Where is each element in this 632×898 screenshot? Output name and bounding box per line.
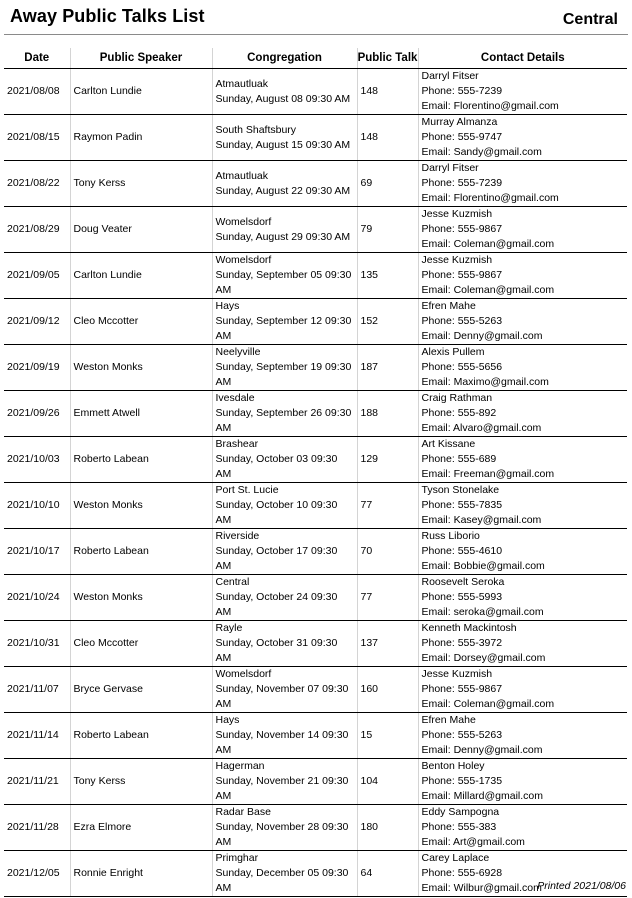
row-congregation bbox=[212, 851, 357, 897]
row-speaker: Carlton Lundie bbox=[70, 253, 212, 299]
printed-date: Printed 2021/08/06 bbox=[537, 880, 626, 892]
contact-name: Art Kissane bbox=[421, 438, 476, 450]
contact-phone: Phone: 555-6928 bbox=[421, 867, 503, 879]
row-date: 2021/10/24 bbox=[4, 575, 70, 621]
table-row bbox=[4, 391, 627, 437]
meeting-time: Sunday, November 28 09:30 AM bbox=[215, 821, 349, 848]
meeting-time: Sunday, September 26 09:30 AM bbox=[215, 407, 352, 434]
row-contact bbox=[418, 391, 627, 437]
column-header-congregation: Congregation bbox=[212, 48, 357, 69]
row-congregation bbox=[212, 115, 357, 161]
congregation-name: Central bbox=[215, 576, 250, 588]
row-talk-number: 69 bbox=[357, 161, 418, 207]
row-congregation bbox=[212, 69, 357, 115]
meeting-time: Sunday, October 10 09:30 AM bbox=[215, 499, 338, 526]
home-congregation: Central bbox=[562, 11, 618, 28]
congregation-name: Riverside bbox=[215, 530, 260, 542]
contact-email: Email: Sandy@gmail.com bbox=[421, 146, 542, 158]
contact-name: Eddy Sampogna bbox=[421, 806, 500, 818]
contact-email: Email: Maximo@gmail.com bbox=[421, 376, 549, 388]
congregation-name: Primghar bbox=[215, 852, 259, 864]
meeting-time: Sunday, November 21 09:30 AM bbox=[215, 775, 349, 802]
row-talk-number: 129 bbox=[357, 437, 418, 483]
row-congregation bbox=[212, 391, 357, 437]
meeting-time: Sunday, September 19 09:30 AM bbox=[215, 361, 352, 388]
meeting-time: Sunday, November 07 09:30 AM bbox=[215, 683, 349, 710]
table-row bbox=[4, 851, 627, 897]
row-talk-number: 15 bbox=[357, 713, 418, 759]
table-row bbox=[4, 69, 627, 115]
table-row bbox=[4, 207, 627, 253]
congregation-name: Hays bbox=[215, 300, 240, 312]
contact-phone: Phone: 555-9747 bbox=[421, 131, 503, 143]
row-speaker: Weston Monks bbox=[70, 345, 212, 391]
meeting-time: Sunday, September 05 09:30 AM bbox=[215, 269, 352, 296]
report-title: Away Public Talks List bbox=[10, 6, 205, 26]
row-date: 2021/09/12 bbox=[4, 299, 70, 345]
row-congregation bbox=[212, 299, 357, 345]
contact-email: Email: Coleman@gmail.com bbox=[421, 284, 555, 296]
row-contact bbox=[418, 345, 627, 391]
table-row bbox=[4, 575, 627, 621]
contact-name: Russ Liborio bbox=[421, 530, 480, 542]
table-row bbox=[4, 667, 627, 713]
row-contact bbox=[418, 575, 627, 621]
table-row bbox=[4, 345, 627, 391]
row-talk-number: 104 bbox=[357, 759, 418, 805]
row-speaker: Ezra Elmore bbox=[70, 805, 212, 851]
row-speaker: Weston Monks bbox=[70, 575, 212, 621]
row-talk-number: 77 bbox=[357, 483, 418, 529]
contact-email: Email: Millard@gmail.com bbox=[421, 790, 544, 802]
row-speaker: Roberto Labean bbox=[70, 713, 212, 759]
congregation-name: Atmautluak bbox=[215, 77, 269, 90]
row-congregation bbox=[212, 805, 357, 851]
row-talk-number: 70 bbox=[357, 529, 418, 575]
row-date: 2021/10/17 bbox=[4, 529, 70, 575]
contact-name: Alexis Pullem bbox=[421, 346, 485, 358]
row-congregation bbox=[212, 253, 357, 299]
contact-email: Email: Coleman@gmail.com bbox=[421, 698, 555, 710]
contact-email: Email: Wilbur@gmail.com bbox=[421, 882, 542, 894]
row-speaker: Doug Veater bbox=[70, 207, 212, 253]
contact-phone: Phone: 555-9867 bbox=[421, 223, 503, 235]
meeting-time: Sunday, August 22 09:30 AM bbox=[215, 184, 351, 197]
contact-name: Jesse Kuzmish bbox=[421, 254, 493, 266]
row-speaker: Roberto Labean bbox=[70, 437, 212, 483]
contact-name: Carey Laplace bbox=[421, 852, 490, 864]
congregation-name: Womelsdorf bbox=[215, 668, 272, 680]
contact-name: Roosevelt Seroka bbox=[421, 576, 505, 588]
talks-table bbox=[4, 48, 627, 897]
row-talk-number: 77 bbox=[357, 575, 418, 621]
row-contact bbox=[418, 759, 627, 805]
table-body bbox=[4, 69, 627, 897]
contact-name: Jesse Kuzmish bbox=[421, 668, 493, 680]
contact-email: Email: seroka@gmail.com bbox=[421, 606, 544, 618]
row-congregation bbox=[212, 437, 357, 483]
row-contact bbox=[418, 253, 627, 299]
row-date: 2021/12/05 bbox=[4, 851, 70, 897]
row-speaker: Bryce Gervase bbox=[70, 667, 212, 713]
congregation-name: Womelsdorf bbox=[215, 254, 272, 266]
row-talk-number: 148 bbox=[357, 69, 418, 115]
row-speaker: Emmett Atwell bbox=[70, 391, 212, 437]
row-date: 2021/10/03 bbox=[4, 437, 70, 483]
row-date: 2021/09/26 bbox=[4, 391, 70, 437]
row-talk-number: 79 bbox=[357, 207, 418, 253]
meeting-time: Sunday, October 24 09:30 AM bbox=[215, 591, 338, 618]
table-row bbox=[4, 437, 627, 483]
contact-name: Craig Rathman bbox=[421, 392, 493, 404]
row-talk-number: 188 bbox=[357, 391, 418, 437]
row-contact bbox=[418, 621, 627, 667]
congregation-name: Atmautluak bbox=[215, 169, 269, 182]
contact-email: Email: Florentino@gmail.com bbox=[421, 100, 559, 112]
meeting-time: Sunday, November 14 09:30 AM bbox=[215, 729, 349, 756]
table-row bbox=[4, 713, 627, 759]
row-contact bbox=[418, 483, 627, 529]
row-talk-number: 160 bbox=[357, 667, 418, 713]
contact-email: Email: Denny@gmail.com bbox=[421, 744, 543, 756]
row-contact bbox=[418, 805, 627, 851]
contact-name: Efren Mahe bbox=[421, 300, 476, 312]
contact-name: Darryl Fitser bbox=[421, 162, 479, 174]
contact-name: Tyson Stonelake bbox=[421, 484, 500, 496]
row-date: 2021/08/29 bbox=[4, 207, 70, 253]
table-row bbox=[4, 529, 627, 575]
congregation-name: Hagerman bbox=[215, 760, 265, 772]
table-row bbox=[4, 115, 627, 161]
congregation-name: Rayle bbox=[215, 622, 243, 634]
meeting-time: Sunday, October 17 09:30 AM bbox=[215, 545, 338, 572]
contact-name: Darryl Fitser bbox=[421, 70, 479, 82]
column-header-date: Date bbox=[4, 48, 70, 69]
row-congregation bbox=[212, 667, 357, 713]
row-date: 2021/09/05 bbox=[4, 253, 70, 299]
row-date: 2021/11/07 bbox=[4, 667, 70, 713]
row-contact bbox=[418, 529, 627, 575]
meeting-time: Sunday, August 08 09:30 AM bbox=[215, 92, 351, 105]
congregation-name: Brashear bbox=[215, 438, 259, 450]
row-congregation bbox=[212, 483, 357, 529]
contact-phone: Phone: 555-9867 bbox=[421, 269, 503, 281]
contact-phone: Phone: 555-1735 bbox=[421, 775, 503, 787]
row-contact bbox=[418, 667, 627, 713]
row-contact bbox=[418, 207, 627, 253]
congregation-name: Radar Base bbox=[215, 806, 271, 818]
row-congregation bbox=[212, 161, 357, 207]
row-date: 2021/11/21 bbox=[4, 759, 70, 805]
table-row bbox=[4, 621, 627, 667]
contact-email: Email: Art@gmail.com bbox=[421, 836, 525, 848]
row-contact bbox=[418, 115, 627, 161]
row-date: 2021/09/19 bbox=[4, 345, 70, 391]
row-date: 2021/11/14 bbox=[4, 713, 70, 759]
contact-phone: Phone: 555-7239 bbox=[421, 85, 503, 97]
contact-email: Email: Coleman@gmail.com bbox=[421, 238, 555, 250]
row-talk-number: 187 bbox=[357, 345, 418, 391]
row-contact bbox=[418, 161, 627, 207]
row-talk-number: 64 bbox=[357, 851, 418, 897]
table-header-row bbox=[4, 48, 627, 69]
meeting-time: Sunday, October 03 09:30 AM bbox=[215, 453, 338, 480]
contact-phone: Phone: 555-3972 bbox=[421, 637, 503, 649]
congregation-name: Neelyville bbox=[215, 346, 261, 358]
row-speaker: Carlton Lundie bbox=[70, 69, 212, 115]
congregation-name: Ivesdale bbox=[215, 392, 255, 404]
row-date: 2021/08/15 bbox=[4, 115, 70, 161]
table-row bbox=[4, 805, 627, 851]
column-header-speaker: Public Speaker bbox=[70, 48, 212, 69]
row-speaker: Cleo Mccotter bbox=[70, 299, 212, 345]
contact-phone: Phone: 555-5993 bbox=[421, 591, 503, 603]
row-congregation bbox=[212, 345, 357, 391]
contact-phone: Phone: 555-7835 bbox=[421, 499, 503, 511]
contact-phone: Phone: 555-892 bbox=[421, 407, 497, 419]
row-speaker: Roberto Labean bbox=[70, 529, 212, 575]
meeting-time: Sunday, August 15 09:30 AM bbox=[215, 138, 351, 151]
table-row bbox=[4, 253, 627, 299]
meeting-time: Sunday, December 05 09:30 AM bbox=[215, 867, 349, 894]
congregation-name: Womelsdorf bbox=[215, 215, 272, 228]
contact-phone: Phone: 555-9867 bbox=[421, 683, 503, 695]
row-congregation bbox=[212, 713, 357, 759]
row-date: 2021/10/31 bbox=[4, 621, 70, 667]
contact-name: Jesse Kuzmish bbox=[421, 208, 493, 220]
row-congregation bbox=[212, 575, 357, 621]
row-talk-number: 180 bbox=[357, 805, 418, 851]
row-talk-number: 148 bbox=[357, 115, 418, 161]
report-header bbox=[0, 0, 632, 36]
column-header-contact: Contact Details bbox=[418, 48, 627, 69]
contact-phone: Phone: 555-5263 bbox=[421, 315, 503, 327]
row-contact bbox=[418, 437, 627, 483]
table-row bbox=[4, 759, 627, 805]
congregation-name: Port St. Lucie bbox=[215, 484, 279, 496]
contact-phone: Phone: 555-5656 bbox=[421, 361, 503, 373]
congregation-name: South Shaftsbury bbox=[215, 123, 297, 136]
row-speaker: Raymon Padin bbox=[70, 115, 212, 161]
row-date: 2021/11/28 bbox=[4, 805, 70, 851]
row-date: 2021/08/08 bbox=[4, 69, 70, 115]
row-congregation bbox=[212, 207, 357, 253]
row-talk-number: 152 bbox=[357, 299, 418, 345]
meeting-time: Sunday, October 31 09:30 AM bbox=[215, 637, 338, 664]
meeting-time: Sunday, September 12 09:30 AM bbox=[215, 315, 352, 342]
contact-name: Benton Holey bbox=[421, 760, 485, 772]
table-row bbox=[4, 299, 627, 345]
row-contact bbox=[418, 299, 627, 345]
row-speaker: Tony Kerss bbox=[70, 161, 212, 207]
contact-email: Email: Freeman@gmail.com bbox=[421, 468, 555, 480]
contact-name: Kenneth Mackintosh bbox=[421, 622, 517, 634]
header-divider bbox=[4, 34, 628, 35]
row-speaker: Cleo Mccotter bbox=[70, 621, 212, 667]
contact-email: Email: Kasey@gmail.com bbox=[421, 514, 542, 526]
row-congregation bbox=[212, 759, 357, 805]
row-speaker: Tony Kerss bbox=[70, 759, 212, 805]
contact-phone: Phone: 555-5263 bbox=[421, 729, 503, 741]
row-contact bbox=[418, 69, 627, 115]
column-header-talk: Public Talk bbox=[357, 48, 418, 69]
row-congregation bbox=[212, 621, 357, 667]
row-speaker: Ronnie Enright bbox=[70, 851, 212, 897]
contact-name: Efren Mahe bbox=[421, 714, 476, 726]
contact-email: Email: Florentino@gmail.com bbox=[421, 192, 559, 204]
row-date: 2021/08/22 bbox=[4, 161, 70, 207]
row-contact bbox=[418, 713, 627, 759]
row-talk-number: 135 bbox=[357, 253, 418, 299]
contact-email: Email: Dorsey@gmail.com bbox=[421, 652, 546, 664]
contact-phone: Phone: 555-689 bbox=[421, 453, 497, 465]
contact-phone: Phone: 555-4610 bbox=[421, 545, 503, 557]
contact-email: Email: Denny@gmail.com bbox=[421, 330, 543, 342]
contact-email: Email: Alvaro@gmail.com bbox=[421, 422, 542, 434]
congregation-name: Hays bbox=[215, 714, 240, 726]
contact-phone: Phone: 555-7239 bbox=[421, 177, 503, 189]
table-row bbox=[4, 483, 627, 529]
row-congregation bbox=[212, 529, 357, 575]
row-speaker: Weston Monks bbox=[70, 483, 212, 529]
contact-email: Email: Bobbie@gmail.com bbox=[421, 560, 545, 572]
row-date: 2021/10/10 bbox=[4, 483, 70, 529]
contact-phone: Phone: 555-383 bbox=[421, 821, 497, 833]
row-talk-number: 137 bbox=[357, 621, 418, 667]
contact-name: Murray Almanza bbox=[421, 116, 498, 128]
table-row bbox=[4, 161, 627, 207]
meeting-time: Sunday, August 29 09:30 AM bbox=[215, 230, 351, 243]
